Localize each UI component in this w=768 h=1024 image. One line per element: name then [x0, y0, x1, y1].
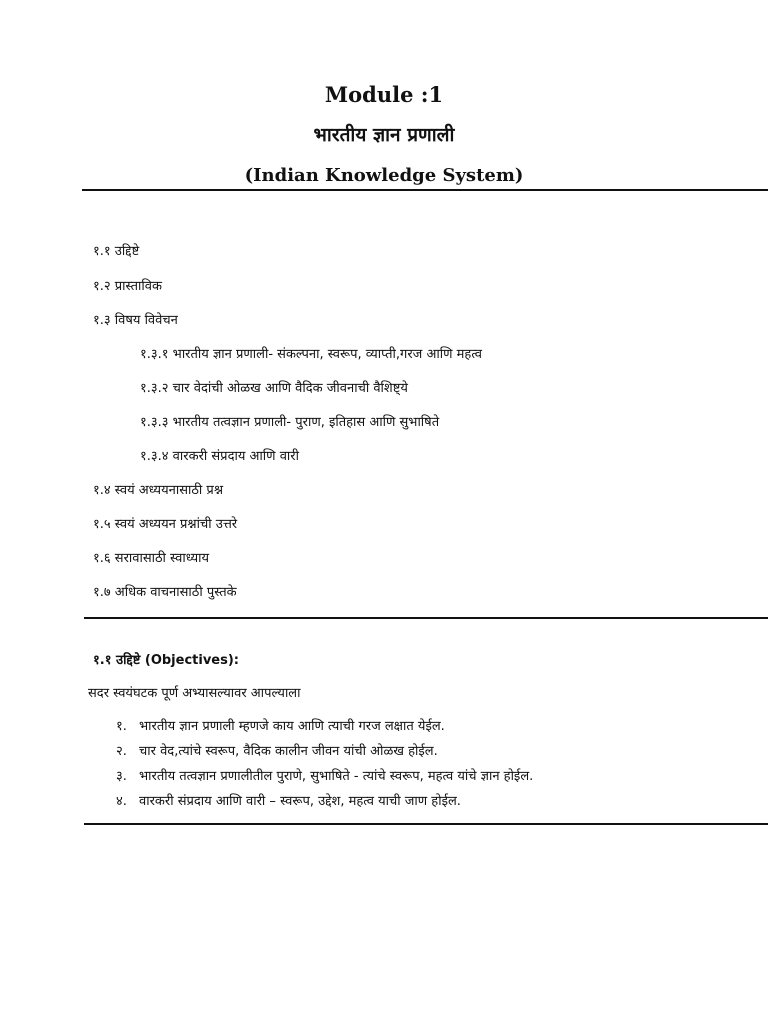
- objective-number: ३.: [116, 769, 127, 784]
- objectives-divider: [84, 823, 768, 825]
- objective-text: भारतीय ज्ञान प्रणाली म्हणजे काय आणि त्याची गरज लक्षात येईल.: [139, 719, 445, 734]
- objective-text: वारकरी संप्रदाय आणि वारी – स्वरूप, उद्देश, महत्व याची जाण होईल.: [139, 794, 461, 809]
- objectives-heading: १.१ उद्दिष्टे (Objectives):: [93, 653, 240, 668]
- toc-item: १.७ अधिक वाचनासाठी पुस्तके: [93, 585, 237, 600]
- objectives-intro: सदर स्वयंघटक पूर्ण अभ्यासल्यावर आपल्याला: [88, 686, 301, 701]
- toc-item: १.२ प्रास्ताविक: [93, 279, 162, 294]
- toc-item: १.३.३ भारतीय तत्वज्ञान प्रणाली- पुराण, इतिहास आणि सुभाषिते: [140, 415, 440, 430]
- toc-item: १.३.१ भारतीय ज्ञान प्रणाली- संकल्पना, स्वरूप, व्याप्ती,गरज आणि महत्व: [140, 347, 482, 362]
- header-divider: [82, 189, 768, 191]
- toc-item: १.१ उद्दिष्टे: [93, 244, 140, 259]
- objective-number: २.: [116, 744, 127, 759]
- objective-number: ४.: [116, 794, 127, 809]
- objective-text: भारतीय तत्वज्ञान प्रणालीतील पुराणे, सुभाषिते - त्यांचे स्वरूप, महत्व यांचे ज्ञान होईल.: [139, 769, 534, 784]
- objective-number: १.: [116, 719, 127, 734]
- toc-item: १.३ विषय विवेचन: [93, 313, 178, 328]
- toc-item: १.६ सरावासाठी स्वाध्याय: [93, 551, 210, 566]
- module-title: Module :1: [324, 82, 444, 107]
- toc-item: १.३.४ वारकरी संप्रदाय आणि वारी: [140, 449, 299, 464]
- marathi-title: भारतीय ज्ञान प्रणाली: [313, 124, 455, 146]
- toc-item: १.४ स्वयं अध्ययनासाठी प्रश्न: [93, 483, 224, 498]
- english-title: (Indian Knowledge System): [244, 165, 524, 186]
- objective-text: चार वेद,त्यांचे स्वरूप, वैदिक कालीन जीवन यांची ओळख होईल.: [139, 744, 438, 759]
- toc-divider: [84, 617, 768, 619]
- toc-item: १.५ स्वयं अध्ययन प्रश्नांची उत्तरे: [93, 517, 238, 532]
- toc-item: १.३.२ चार वेदांची ओळख आणि वैदिक जीवनाची वैशिष्ट्ये: [140, 381, 408, 396]
